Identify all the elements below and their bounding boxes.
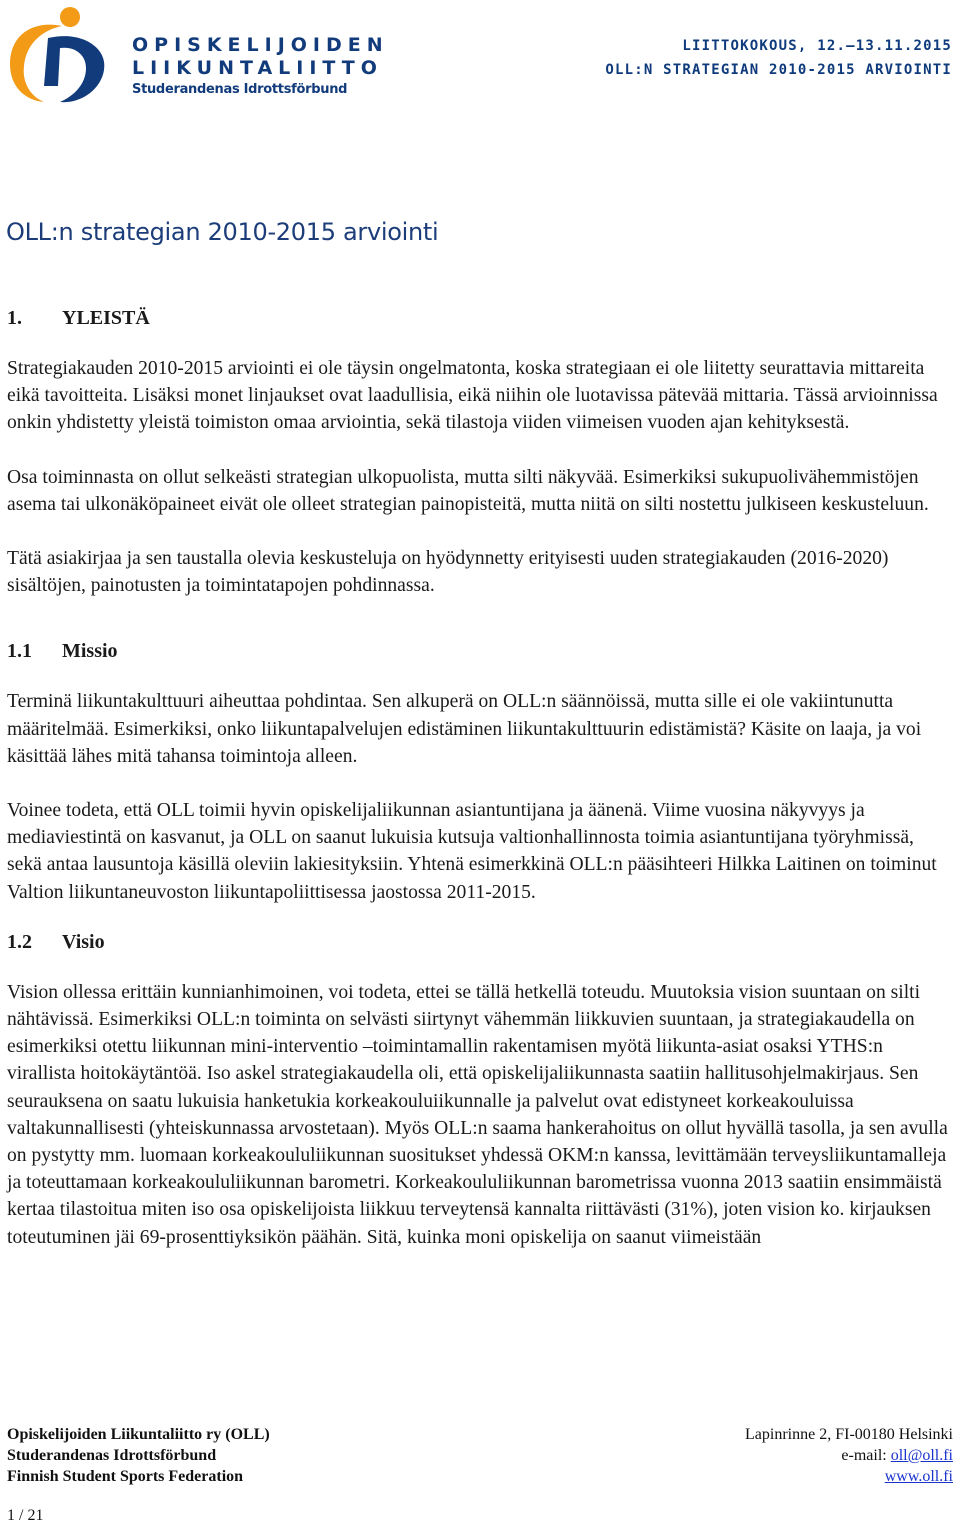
section-number: 1. xyxy=(7,307,22,329)
section-title: Missio xyxy=(62,640,118,663)
org-name-fi: Opiskelijoiden Liikuntaliitto ry (OLL) xyxy=(7,1426,270,1443)
logo-line-2: LIIKUNTALIITTO xyxy=(132,57,383,79)
paragraph: Tätä asiakirjaa ja sen taustalla olevia keskusteluja on hyödynnetty erityisesti uuden strategiakauden (2016-2020) sisältöjen, painotusten ja toimintatapojen pohdinnassa. xyxy=(7,548,889,597)
oll-logo xyxy=(4,4,389,108)
document-body xyxy=(7,305,953,1251)
postal-address: Lapinrinne 2, FI-00180 Helsinki xyxy=(745,1426,953,1443)
website-line xyxy=(745,1466,953,1487)
section-title: YLEISTÄ xyxy=(62,307,150,329)
footer-contact xyxy=(745,1424,953,1487)
footer-organization xyxy=(7,1424,270,1487)
logo-wordmark xyxy=(132,34,389,100)
paragraph: Vision ollessa erittäin kunnianhimoinen, voi todeta, ettei se tällä hetkellä toteudu. Muutoksia vision suuntaan on silti nähtävissä. Esimerkiksi OLL:n toiminta on selvästi siirtynyt vähemmän liikkuvien suuntaan, ja strategiakaudella on esimerkiksi otettu liikunnan mini-interventio –toimintamallin rakentamisen myötä liikunta-asiat osaksi YTHS:n virallista hoitokäytäntöä. Iso askel strategiakaudella oli, että opiskelijaliikunnasta saatiin hallitusohjelmakirjaus. Sen seurauksena on saatu lukuisia hanketukia korkeakouluiikunnalle ja palvelut ovat edistyneet korkeakouluissa valtakunnallisesti (yhteiskunnassa arvostetaan). Myös OLL:n saama hankerahoitus on ollut hyvällä tasolla, ja sen avulla on pystytty mm. luomaan korkeakoululiikunnan suositukset yhdessä OKM:n kanssa, levittämään terveysliikuntamalleja ja toteuttamaan korkeakoululiikunnan barometri. Korkeakoululiikunnan barometrissa vuonna 2013 saatiin ensimmäistä kertaa tilastoitua miten iso osa opiskelijoista liikkuu terveytensä kannalta riittävästi (31%), joten vision ko. kirjauksen toteutuminen jäi 69-prosenttiyksikön päähän. Sitä, kuinka moni opiskelija on saanut viimeistään xyxy=(7,981,948,1248)
section-heading-yleista xyxy=(7,305,953,332)
logo-line-3: Studerandenas Idrottsförbund xyxy=(132,82,348,97)
section-heading-visio xyxy=(7,929,953,956)
email-line xyxy=(745,1445,953,1466)
org-name-sv: Studerandenas Idrottsförbund xyxy=(7,1447,217,1464)
email-label: e-mail: xyxy=(841,1447,887,1464)
paragraph: Strategiakauden 2010-2015 arviointi ei ole täysin ongelmatonta, koska strategiaan ei ole liitetty seurattavia mittareita eikä tavoitteita. Lisäksi monet linjaukset ovat laadullisia, eikä niihin ole luotavissa pätevää mittaria. Tässä arvioinnissa onkin yhdistetty yleistä toimiston omaa arviointia, sekä tilastoja viiden viimeisen vuoden ajan kehityksestä. xyxy=(7,358,938,434)
oll-logo-emblem-icon xyxy=(4,4,130,108)
section-heading-missio xyxy=(7,638,953,665)
section-title: Visio xyxy=(62,930,105,953)
paragraph: Voinee todeta, että OLL toimii hyvin opiskelijaliikunnan asiantuntijana ja äänenä. Viime vuosina näkyvyys ja mediaviestintä on kasvanut, ja OLL on saanut lukuisia kutsuja valtionhallinnosta toimia asiantuntijana työryhmissä, sekä antaa lausuntoja käsillä oleviin lakiesityksiin. Yhtenä esimerkkinä OLL:n pääsihteeri Hilkka Laitinen on toiminut Valtion liikuntaneuvoston liikuntapoliittisessa jaostossa 2011-2015. xyxy=(7,800,937,903)
paragraph: Osa toiminnasta on ollut selkeästi strategian ulkopuolista, mutta silti näkyvää. Esimerkiksi sukupuolivähemmistöjen asema tai ulkonäköpaineet eivät ole olleet strategian painopisteitä, mutta niitä on silti nostettu julkiseen keskusteluun. xyxy=(7,466,929,515)
section-number: 1.1 xyxy=(7,640,32,663)
meeting-date: LIITTOKOKOUS, 12.—13.11.2015 xyxy=(682,38,952,54)
section-number: 1.2 xyxy=(7,930,32,953)
website-link[interactable]: www.oll.fi xyxy=(884,1468,953,1485)
email-link[interactable]: oll@oll.fi xyxy=(890,1447,953,1464)
paragraph: Terminä liikuntakulttuuri aiheuttaa pohdintaa. Sen alkuperä on OLL:n säännöissä, mutta sille ei ole vakiintunutta määritelmää. Esimerkiksi, onko liikuntapalvelujen edistäminen liikuntakulttuurin edistämistä? Käsite on laaja, ja voi käsittää lähes mitä tahansa toimintoja alleen. xyxy=(7,691,922,767)
header-meta xyxy=(605,34,952,82)
document-title: OLL:n strategian 2010-2015 arviointi xyxy=(6,218,439,246)
logo-line-1: OPISKELIJOIDEN xyxy=(132,34,389,56)
org-name-en: Finnish Student Sports Federation xyxy=(7,1468,244,1485)
document-subject: OLL:N STRATEGIAN 2010-2015 ARVIOINTI xyxy=(605,62,952,78)
page-number: 1 / 21 xyxy=(7,1507,44,1524)
